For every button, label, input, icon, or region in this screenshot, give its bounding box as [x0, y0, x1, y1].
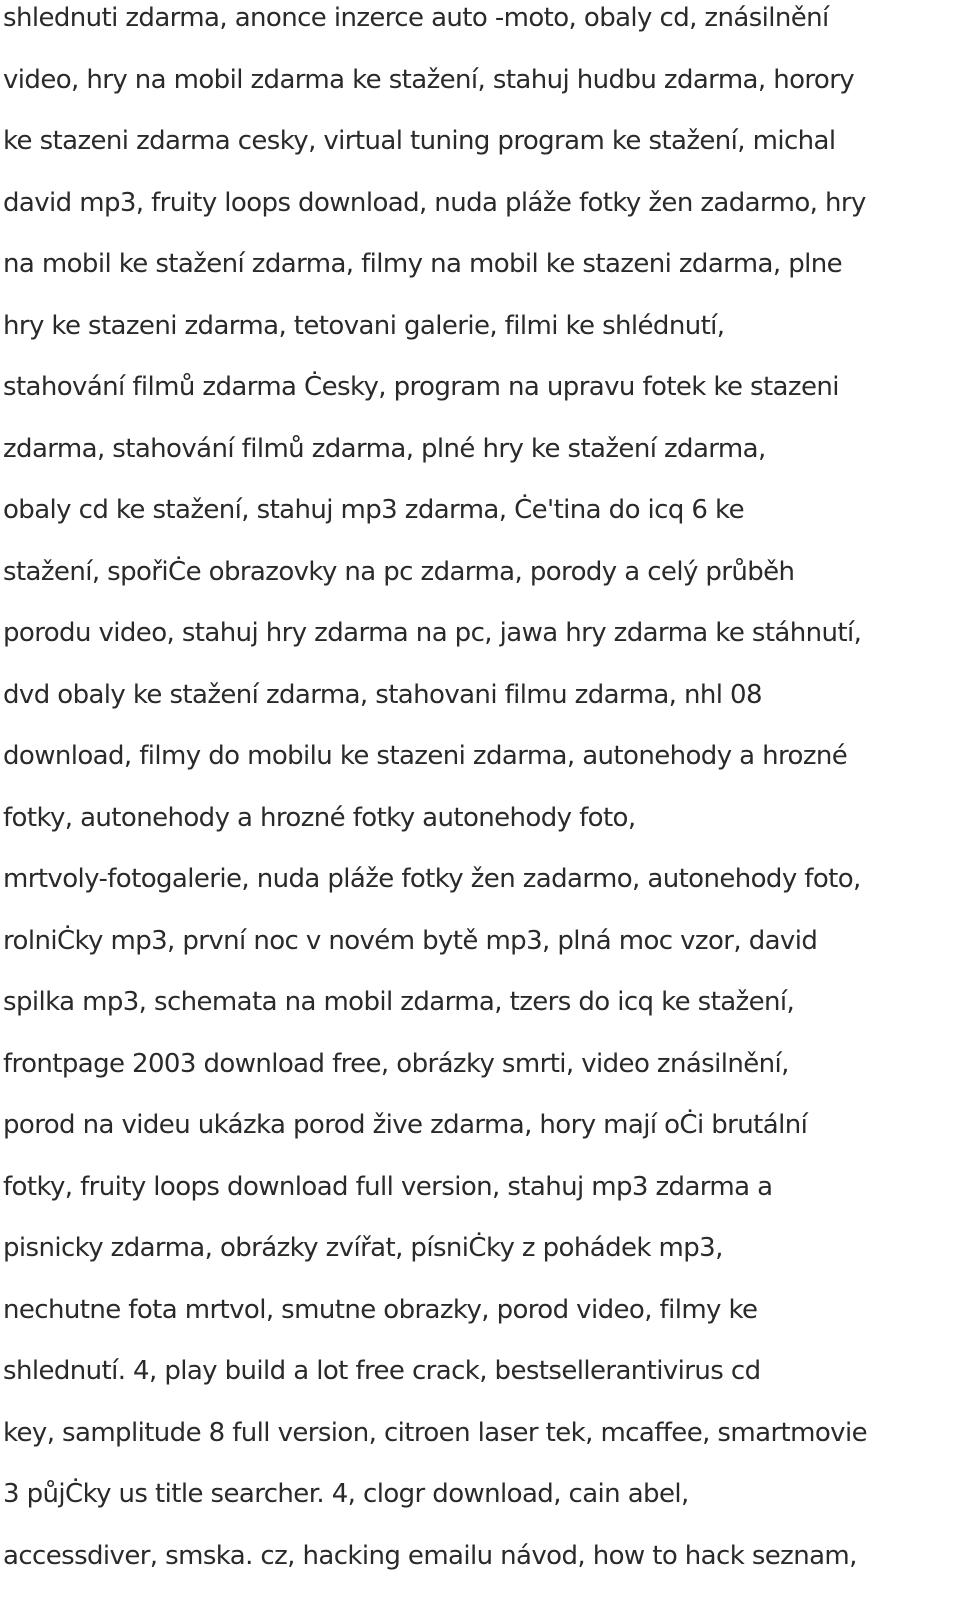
- text-line: porodu video, stahuj hry zdarma na pc, jawa hry zdarma ke stáhnutí,: [3, 618, 862, 648]
- text-line: fotky, fruity loops download full version, stahuj mp3 zdarma a: [3, 1171, 773, 1202]
- text-line: frontpage 2003 download free, obrázky smrti, video znásilnění,: [3, 1048, 789, 1079]
- text-line: porod na videu ukázka porod žive zdarma, hory mají oĊi brutální: [3, 1110, 808, 1140]
- text-line: zdarma, stahování filmů zdarma, plné hry ke stažení zdarma,: [3, 433, 766, 464]
- document-body: [3, 0, 953, 1599]
- text-line: 3 půjĊky us title searcher. 4, clogr download, cain abel,: [3, 1479, 689, 1509]
- text-line: nechutne fota mrtvol, smutne obrazky, porod video, filmy ke: [3, 1294, 758, 1325]
- text-line: hry ke stazeni zdarma, tetovani galerie, filmi ke shlédnutí,: [3, 310, 725, 341]
- text-line: david mp3, fruity loops download, nuda pláže fotky žen zadarmo, hry: [3, 187, 866, 218]
- text-line: download, filmy do mobilu ke stazeni zdarma, autonehody a hrozné: [3, 741, 848, 771]
- text-line: stahování filmů zdarma Ċesky, program na upravu fotek ke stazeni: [3, 372, 839, 402]
- text-line: pisnicky zdarma, obrázky zvířat, písniĊky z pohádek mp3,: [3, 1233, 723, 1263]
- text-line: spilka mp3, schemata na mobil zdarma, tzers do icq ke stažení,: [3, 987, 795, 1017]
- text-line: key, samplitude 8 full version, citroen laser tek, mcaffee, smartmovie: [3, 1417, 867, 1448]
- text-line: fotky, autonehody a hrozné fotky autonehody foto,: [3, 802, 636, 833]
- text-line: mrtvoly-fotogalerie, nuda pláže fotky žen zadarmo, autonehody foto,: [3, 864, 861, 894]
- text-line: video, hry na mobil zdarma ke stažení, stahuj hudbu zdarma, horory: [3, 64, 855, 95]
- text-line: accessdiver, smska. cz, hacking emailu návod, how to hack seznam,: [3, 1540, 857, 1571]
- text-line: stažení, spořiĊe obrazovky na pc zdarma, porody a celý průběh: [3, 556, 795, 587]
- text-line: na mobil ke stažení zdarma, filmy na mobil ke stazeni zdarma, plne: [3, 249, 842, 279]
- text-line: shlednuti zdarma, anonce inzerce auto -moto, obaly cd, znásilnění: [3, 3, 829, 33]
- text-line: shlednutí. 4, play build a lot free crack, bestsellerantivirus cd: [3, 1356, 761, 1386]
- text-line: rolniĊky mp3, první noc v novém bytě mp3, plná moc vzor, david: [3, 925, 818, 956]
- text-line: dvd obaly ke stažení zdarma, stahovani filmu zdarma, nhl 08: [3, 679, 762, 710]
- text-line: ke stazeni zdarma cesky, virtual tuning program ke stažení, michal: [3, 126, 836, 156]
- text-line: obaly cd ke stažení, stahuj mp3 zdarma, Ċe'tina do icq 6 ke: [3, 495, 744, 525]
